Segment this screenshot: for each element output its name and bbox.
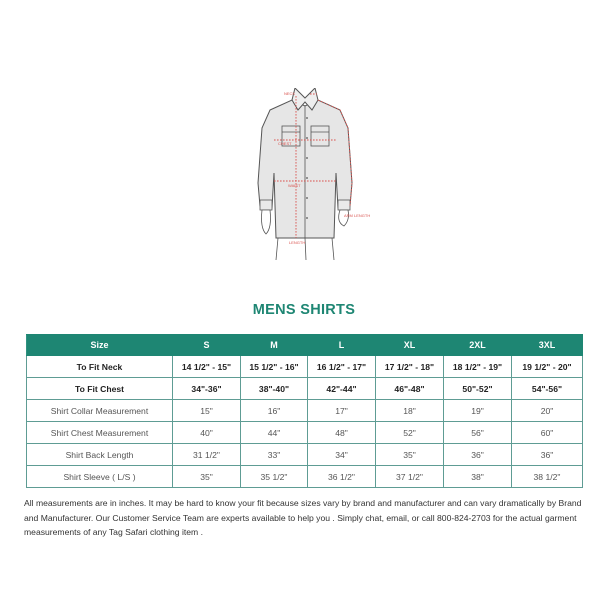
table-cell: 54"-56"	[512, 378, 583, 400]
table-row	[27, 378, 583, 400]
table-cell: 38"	[444, 466, 512, 488]
table-cell: 44"	[241, 422, 308, 444]
header-l: L	[308, 335, 376, 356]
table-cell: 36 1/2"	[308, 466, 376, 488]
shirt-measurement-illustration	[240, 88, 370, 260]
table-cell: 18"	[376, 400, 444, 422]
table-cell: 50"-52"	[444, 378, 512, 400]
header-3xl: 3XL	[512, 335, 583, 356]
neck-label: NECK	[284, 91, 296, 96]
row-label: Shirt Chest Measurement	[27, 422, 173, 444]
table-cell: 15 1/2" - 16"	[241, 356, 308, 378]
table-cell: 56"	[444, 422, 512, 444]
table-row	[27, 356, 583, 378]
header-s: S	[173, 335, 241, 356]
table-cell: 36"	[444, 444, 512, 466]
table-cell: 33"	[241, 444, 308, 466]
chest-label: CHEST	[278, 141, 292, 146]
table-cell: 19"	[444, 400, 512, 422]
row-label: To Fit Neck	[27, 356, 173, 378]
table-cell: 36"	[512, 444, 583, 466]
row-label: Shirt Collar Measurement	[27, 400, 173, 422]
shirt-diagram-icon	[240, 88, 370, 260]
measurement-footnote: All measurements are in inches. It may be hard to know your fit because sizes vary by brand and manufacturer and can vary dramatically by Brand and Manufacturer. Our Customer Service Team are experts available to help you . Simply chat, email, or call 800-824-2703 for the actual garment measurements of any Tag Safari clothing item .	[24, 498, 582, 537]
header-m: M	[241, 335, 308, 356]
table-cell: 52"	[376, 422, 444, 444]
header-2xl: 2XL	[444, 335, 512, 356]
table-row	[27, 400, 583, 422]
table-cell: 31 1/2"	[173, 444, 241, 466]
arm-length-label: ARM LENGTH	[344, 213, 370, 218]
table-cell: 38 1/2"	[512, 466, 583, 488]
table-cell: 20"	[512, 400, 583, 422]
table-cell: 46"-48"	[376, 378, 444, 400]
table-cell: 48"	[308, 422, 376, 444]
table-cell: 60"	[512, 422, 583, 444]
row-label: Shirt Back Length	[27, 444, 173, 466]
table-row	[27, 422, 583, 444]
table-cell: 35"	[173, 466, 241, 488]
table-cell: 17"	[308, 400, 376, 422]
table-cell: 35 1/2"	[241, 466, 308, 488]
table-cell: 38"-40"	[241, 378, 308, 400]
page-title: MENS SHIRTS	[252, 302, 356, 318]
table-cell: 34"	[308, 444, 376, 466]
header-xl: XL	[376, 335, 444, 356]
table-cell: 14 1/2" - 15"	[173, 356, 241, 378]
table-cell: 37 1/2"	[376, 466, 444, 488]
table-cell: 17 1/2" - 18"	[376, 356, 444, 378]
table-cell: 34"-36"	[173, 378, 241, 400]
row-label: Shirt Sleeve ( L/S )	[27, 466, 173, 488]
table-cell: 42"-44"	[308, 378, 376, 400]
table-cell: 16 1/2" - 17"	[308, 356, 376, 378]
table-cell: 16"	[241, 400, 308, 422]
header-size: Size	[27, 335, 173, 356]
table-cell: 35"	[376, 444, 444, 466]
waist-label: WAIST	[288, 183, 301, 188]
table-cell: 18 1/2" - 19"	[444, 356, 512, 378]
table-header-row	[27, 335, 583, 356]
table-cell: 19 1/2" - 20"	[512, 356, 583, 378]
table-row	[27, 444, 583, 466]
length-label: LENGTH	[289, 240, 306, 245]
row-label: To Fit Chest	[27, 378, 173, 400]
table-cell: 15"	[173, 400, 241, 422]
table-cell: 40"	[173, 422, 241, 444]
size-chart-table	[26, 334, 583, 488]
table-row	[27, 466, 583, 488]
